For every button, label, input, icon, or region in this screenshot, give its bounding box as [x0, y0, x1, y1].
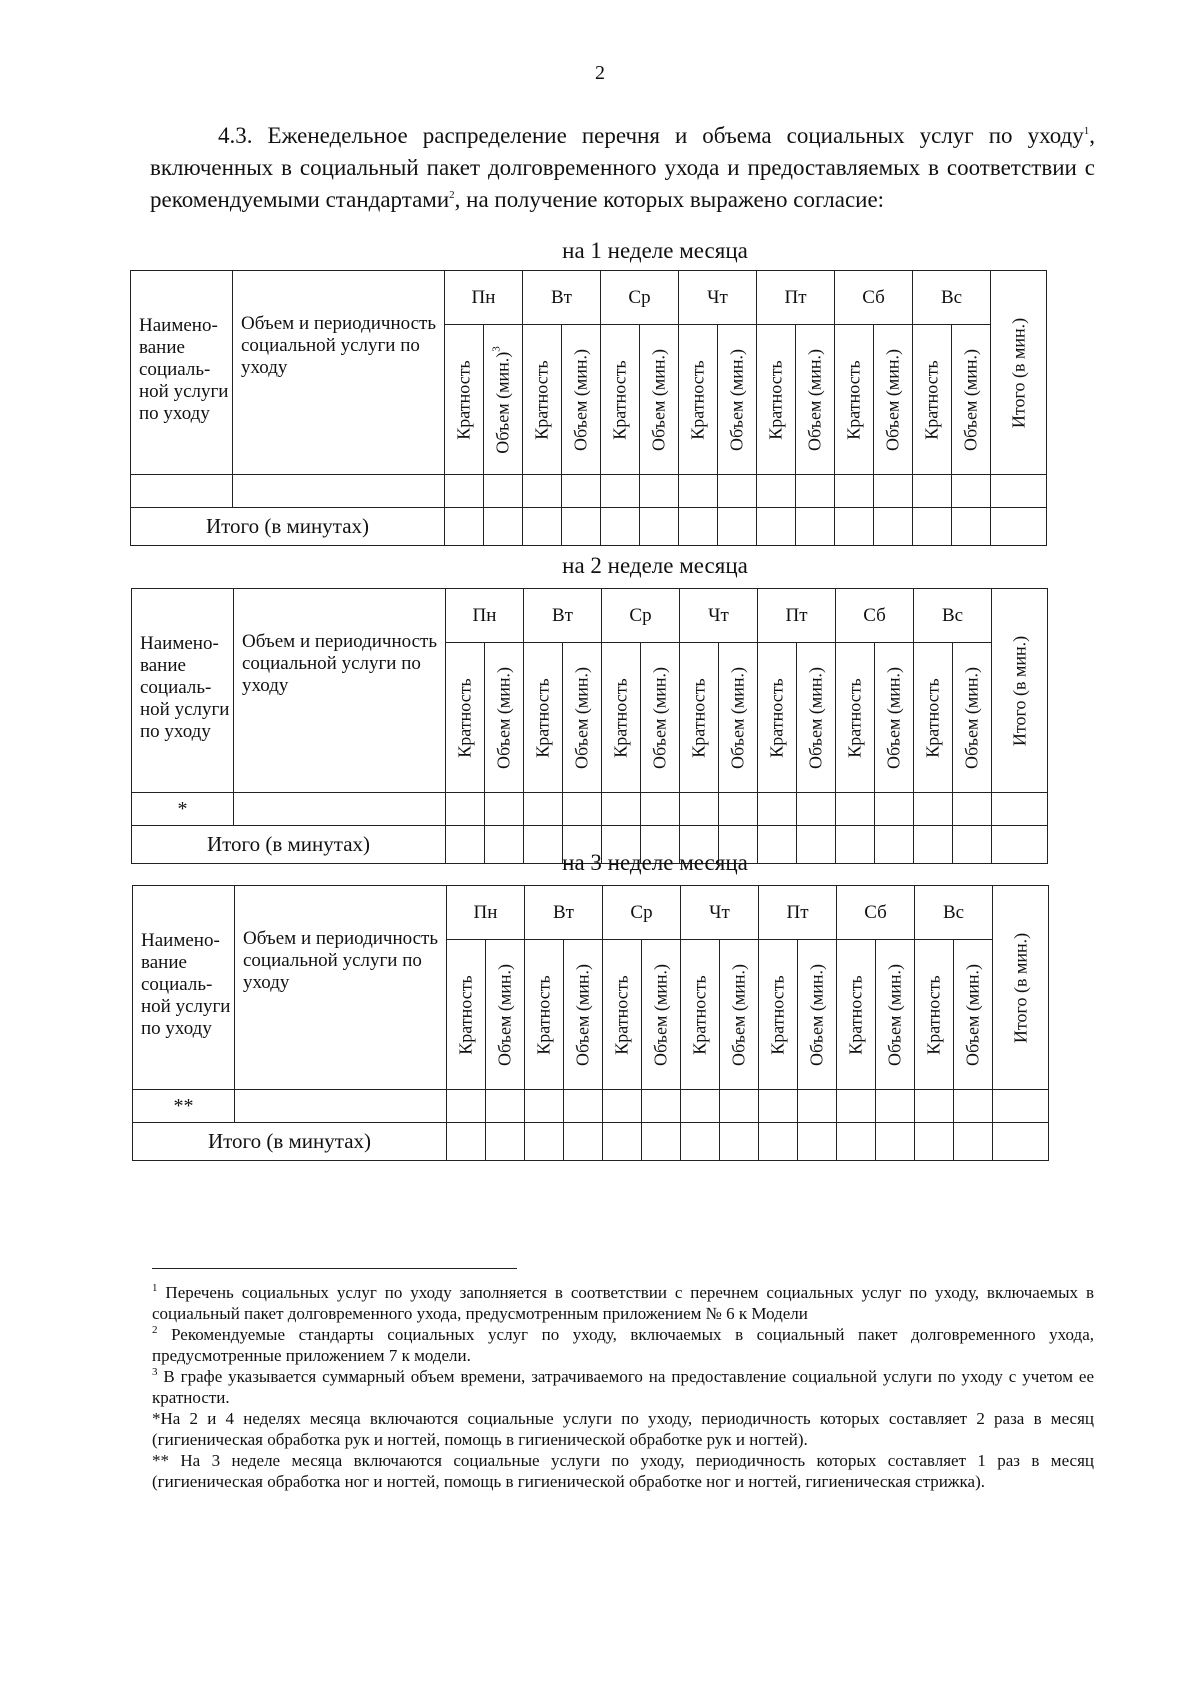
frequency-cell[interactable]: [758, 793, 797, 826]
frequency-label: Кратность: [455, 974, 476, 1055]
frequency-label: Кратность: [844, 677, 865, 758]
amount-minutes-header: [876, 940, 915, 1090]
frequency-cell[interactable]: [914, 793, 953, 826]
amount-cell[interactable]: [953, 793, 992, 826]
frequency-header: [447, 940, 486, 1090]
intro-footnote-ref-2: 2: [449, 189, 455, 201]
amount-cell[interactable]: [641, 793, 680, 826]
frequency-header: [679, 325, 718, 475]
frequency-cell[interactable]: [757, 475, 796, 508]
frequency-label: Кратность: [921, 359, 942, 440]
day-header: Чт: [679, 271, 757, 325]
frequency-header: [681, 940, 720, 1090]
amount-cell[interactable]: [564, 1090, 603, 1123]
day-header: Вс: [913, 271, 991, 325]
amount-minutes-label-wrap: [805, 348, 826, 450]
total-row-cell[interactable]: [445, 508, 484, 546]
amount-cell[interactable]: [874, 475, 913, 508]
amount-minutes-label-wrap: [806, 666, 827, 768]
total-row-cell[interactable]: [642, 1123, 681, 1161]
amount-minutes-label: Объем (мин.): [804, 348, 825, 451]
amount-minutes-label-wrap: [962, 666, 983, 768]
total-row-cell[interactable]: [876, 1123, 915, 1161]
frequency-header: [913, 325, 952, 475]
amount-cell[interactable]: [719, 793, 758, 826]
frequency-header: [446, 643, 485, 793]
frequency-header: [835, 325, 874, 475]
amount-minutes-label-wrap: [728, 666, 749, 768]
amount-minutes-label: Объем (мин.): [882, 348, 903, 451]
frequency-header: [445, 325, 484, 475]
amount-minutes-label-wrap: [649, 348, 670, 450]
frequency-header: [758, 643, 797, 793]
frequency-header: [680, 643, 719, 793]
amount-minutes-label-wrap: [494, 666, 515, 768]
frequency-label: Кратность: [610, 677, 631, 758]
amount-cell[interactable]: [798, 1090, 837, 1123]
amount-minutes-header: [485, 643, 524, 793]
total-row-cell[interactable]: [954, 1123, 993, 1161]
intro-text-3: , на получение которых выражено согласие:: [454, 187, 885, 212]
amount-minutes-label-wrap: [729, 963, 750, 1065]
total-row-cell[interactable]: [679, 508, 718, 546]
frequency-header: [523, 325, 562, 475]
frequency-cell[interactable]: [446, 793, 485, 826]
frequency-label: Кратность: [767, 974, 788, 1055]
total-row-cell[interactable]: [837, 1123, 876, 1161]
total-minutes-label: Итого (в мин.): [1010, 932, 1030, 1043]
amount-minutes-label: Объем (мин.): [650, 963, 671, 1066]
amount-minutes-label-wrap: [884, 666, 905, 768]
care-schedule-table: [130, 270, 1047, 546]
day-header: Вт: [524, 589, 602, 643]
amount-minutes-label-wrap: [650, 666, 671, 768]
amount-minutes-header: [640, 325, 679, 475]
amount-minutes-header: [720, 940, 759, 1090]
frequency-header: [915, 940, 954, 1090]
footnotes: [152, 1282, 1094, 1492]
frequency-header: [757, 325, 796, 475]
amount-minutes-label: Объем (мин.): [494, 963, 515, 1066]
week-title: на 2 неделе месяца: [562, 553, 748, 578]
frequency-cell[interactable]: [835, 475, 874, 508]
intro-paragraph: [150, 120, 1095, 216]
day-header: Вт: [523, 271, 601, 325]
total-row-cell[interactable]: [525, 1123, 564, 1161]
amount-minutes-label: Объем (мин.): [570, 348, 591, 451]
total-minutes-header: [991, 271, 1047, 475]
amount-minutes-header: [953, 643, 992, 793]
day-header: Чт: [680, 589, 758, 643]
volume-frequency-cell[interactable]: [234, 793, 446, 826]
amount-cell[interactable]: [718, 475, 757, 508]
footnote-text: *На 2 и 4 неделях месяца включаются социальные услуги по уходу, периодичность которых составляет 2 раза в месяц (гигиеническая обработка рук и ногтей, помощь в гигиенической обработке рук и ногтей).: [152, 1409, 1094, 1449]
amount-cell[interactable]: [563, 793, 602, 826]
amount-minutes-header: [719, 643, 758, 793]
frequency-header: [602, 643, 641, 793]
amount-minutes-header: [797, 643, 836, 793]
total-row-cell[interactable]: [564, 1123, 603, 1161]
day-header: Ср: [602, 589, 680, 643]
frequency-cell[interactable]: [602, 793, 641, 826]
amount-minutes-label: Объем (мин.): [649, 666, 670, 769]
amount-minutes-header: [641, 643, 680, 793]
total-row-label: Итого (в минутах): [132, 826, 446, 864]
footnote: [152, 1450, 1094, 1492]
total-row-cell[interactable]: [798, 1123, 837, 1161]
footnote-text: ** На 3 неделе месяца включаются социальные услуги по уходу, периодичность которых составляет 1 раз в месяц (гигиеническая обработка ног и ногтей, помощь в гигиенической обработке ног и ногтей, гигиеническая стрижка).: [152, 1451, 1094, 1491]
amount-minutes-header: [484, 325, 523, 475]
total-row-cell[interactable]: [796, 508, 835, 546]
frequency-cell[interactable]: [759, 1090, 798, 1123]
amount-minutes-label: Объем (мин.): [884, 963, 905, 1066]
week-title: на 3 неделе месяца: [562, 850, 748, 875]
service-name-header: Наимено-вание социаль-ной услуги по уходу: [131, 271, 233, 475]
day-header: Пт: [759, 886, 837, 940]
amount-minutes-label-wrap: [727, 348, 748, 450]
frequency-label: Кратность: [611, 974, 632, 1055]
amount-minutes-label: Объем (мин.): [492, 351, 513, 454]
amount-minutes-label: Объем (мин.): [962, 963, 983, 1066]
amount-minutes-label-wrap: [963, 963, 984, 1065]
intro-text: 4.3. Еженедельное распределение перечня и объема социальных услуг по уходу: [218, 123, 1084, 148]
volume-frequency-cell[interactable]: [235, 1090, 447, 1123]
day-header: Вт: [525, 886, 603, 940]
amount-minutes-label-wrap: [495, 963, 516, 1065]
amount-minutes-header: [875, 643, 914, 793]
amount-cell[interactable]: [642, 1090, 681, 1123]
footnote-number: 3: [152, 1366, 158, 1378]
intro-footnote-ref-1: 1: [1083, 125, 1090, 137]
frequency-label: Кратность: [609, 359, 630, 440]
day-header: Сб: [836, 589, 914, 643]
frequency-cell[interactable]: [836, 793, 875, 826]
volume-frequency-cell[interactable]: [233, 475, 445, 508]
frequency-header: [524, 643, 563, 793]
total-row-cell[interactable]: [447, 1123, 486, 1161]
total-row-cell[interactable]: [874, 508, 913, 546]
amount-minutes-label: Объем (мин.): [961, 666, 982, 769]
amount-cell[interactable]: [486, 1090, 525, 1123]
amount-minutes-header: [642, 940, 681, 1090]
amount-minutes-label: Объем (мин.): [805, 666, 826, 769]
total-row-cell[interactable]: [993, 1123, 1049, 1161]
total-cell[interactable]: [993, 1090, 1049, 1123]
total-row-cell[interactable]: [991, 508, 1047, 546]
total-cell[interactable]: [991, 475, 1047, 508]
frequency-cell[interactable]: [523, 475, 562, 508]
page-number: 2: [595, 62, 605, 84]
amount-minutes-header: [564, 940, 603, 1090]
frequency-cell[interactable]: [681, 1090, 720, 1123]
service-name-cell[interactable]: **: [133, 1090, 235, 1123]
frequency-cell[interactable]: [603, 1090, 642, 1123]
service-name-header: Наимено-вание социаль-ной услуги по уходу: [133, 886, 235, 1090]
total-row-cell[interactable]: [913, 508, 952, 546]
total-minutes-header: [992, 589, 1048, 793]
amount-cell[interactable]: [796, 475, 835, 508]
frequency-cell[interactable]: [680, 793, 719, 826]
amount-cell[interactable]: [797, 793, 836, 826]
amount-cell[interactable]: [562, 475, 601, 508]
frequency-cell[interactable]: [447, 1090, 486, 1123]
frequency-label: Кратность: [689, 974, 710, 1055]
day-header: Чт: [681, 886, 759, 940]
amount-minutes-label-wrap: [572, 666, 593, 768]
frequency-header: [914, 643, 953, 793]
service-name-header: Наимено-вание социаль-ной услуги по уходу: [132, 589, 234, 793]
amount-minutes-label-wrap: [807, 963, 828, 1065]
amount-cell[interactable]: [875, 793, 914, 826]
total-row-cell[interactable]: [601, 508, 640, 546]
frequency-label: Кратность: [687, 359, 708, 440]
frequency-label: Кратность: [766, 677, 787, 758]
frequency-label: Кратность: [533, 974, 554, 1055]
frequency-cell[interactable]: [601, 475, 640, 508]
amount-footnote-ref: 3: [490, 345, 503, 352]
amount-cell[interactable]: [640, 475, 679, 508]
amount-minutes-label: Объем (мин.): [806, 963, 827, 1066]
total-minutes-header: [993, 886, 1049, 1090]
footnote-separator: [152, 1268, 517, 1269]
total-row-cell[interactable]: [915, 1123, 954, 1161]
total-cell[interactable]: [992, 793, 1048, 826]
amount-minutes-header: [796, 325, 835, 475]
amount-minutes-header: [563, 643, 602, 793]
day-header: Сб: [835, 271, 913, 325]
amount-minutes-header: [486, 940, 525, 1090]
frequency-header: [603, 940, 642, 1090]
total-row-cell[interactable]: [718, 508, 757, 546]
frequency-cell[interactable]: [679, 475, 718, 508]
frequency-label: Кратность: [845, 974, 866, 1055]
footnote: [152, 1408, 1094, 1450]
total-row-cell[interactable]: [640, 508, 679, 546]
day-header: Пт: [758, 589, 836, 643]
frequency-label: Кратность: [765, 359, 786, 440]
total-row-cell[interactable]: [757, 508, 796, 546]
amount-cell[interactable]: [484, 475, 523, 508]
service-name-cell[interactable]: *: [132, 793, 234, 826]
frequency-cell[interactable]: [525, 1090, 564, 1123]
frequency-label: Кратность: [923, 974, 944, 1055]
footnote-number: 2: [152, 1324, 158, 1336]
amount-minutes-label-wrap: [571, 348, 592, 450]
care-schedule-table: [131, 588, 1048, 864]
amount-minutes-label-wrap: [490, 345, 514, 454]
total-row-label: Итого (в минутах): [131, 508, 445, 546]
amount-minutes-header: [952, 325, 991, 475]
frequency-header: [525, 940, 564, 1090]
day-header: Сб: [837, 886, 915, 940]
amount-cell[interactable]: [952, 475, 991, 508]
care-schedule-table: [132, 885, 1049, 1161]
amount-minutes-label: Объем (мин.): [728, 963, 749, 1066]
day-header: Пн: [446, 589, 524, 643]
frequency-cell[interactable]: [913, 475, 952, 508]
frequency-label: Кратность: [532, 677, 553, 758]
total-row-cell[interactable]: [523, 508, 562, 546]
volume-frequency-header: Объем и периодичность социальной услуги по уходу: [234, 589, 446, 793]
amount-minutes-header: [954, 940, 993, 1090]
volume-frequency-header: Объем и периодичность социальной услуги по уходу: [235, 886, 447, 1090]
frequency-label: Кратность: [531, 359, 552, 440]
total-row-cell[interactable]: [952, 508, 991, 546]
total-row-cell[interactable]: [486, 1123, 525, 1161]
frequency-cell[interactable]: [445, 475, 484, 508]
intro-text-2: , включенных в социальный пакет долговременного ухода и предоставляемых в соответствии с рекомендуемыми стандартами: [150, 123, 1095, 212]
day-header: Ср: [603, 886, 681, 940]
footnote-text: В графе указывается суммарный объем времени, затрачиваемого на предоставление социальной услуги по уходу с учетом ее кратности.: [152, 1367, 1094, 1407]
week-title: на 1 неделе месяца: [562, 238, 748, 263]
total-row-label: Итого (в минутах): [133, 1123, 447, 1161]
day-header: Пн: [447, 886, 525, 940]
day-header: Ср: [601, 271, 679, 325]
amount-minutes-header: [874, 325, 913, 475]
volume-frequency-header: Объем и периодичность социальной услуги по уходу: [233, 271, 445, 475]
service-name-cell[interactable]: [131, 475, 233, 508]
frequency-cell[interactable]: [524, 793, 563, 826]
frequency-cell[interactable]: [915, 1090, 954, 1123]
amount-minutes-label: Объем (мин.): [648, 348, 669, 451]
footnote-number: 1: [152, 1282, 158, 1294]
amount-minutes-label: Объем (мин.): [960, 348, 981, 451]
amount-minutes-label-wrap: [883, 348, 904, 450]
amount-minutes-label-wrap: [961, 348, 982, 450]
frequency-cell[interactable]: [837, 1090, 876, 1123]
amount-minutes-label: Объем (мин.): [572, 963, 593, 1066]
day-header: Пн: [445, 271, 523, 325]
amount-minutes-label-wrap: [573, 963, 594, 1065]
frequency-label: Кратность: [922, 677, 943, 758]
amount-cell[interactable]: [720, 1090, 759, 1123]
total-row-cell[interactable]: [835, 508, 874, 546]
total-minutes-label: Итого (в мин.): [1009, 635, 1029, 746]
footnote: [152, 1324, 1094, 1366]
amount-cell[interactable]: [485, 793, 524, 826]
amount-minutes-header: [562, 325, 601, 475]
total-row-cell[interactable]: [562, 508, 601, 546]
total-row-cell[interactable]: [759, 1123, 798, 1161]
amount-minutes-label: Объем (мин.): [726, 348, 747, 451]
amount-minutes-label-wrap: [651, 963, 672, 1065]
footnote: [152, 1366, 1094, 1408]
total-row-cell[interactable]: [603, 1123, 642, 1161]
frequency-header: [837, 940, 876, 1090]
amount-minutes-label: Объем (мин.): [883, 666, 904, 769]
frequency-label: Кратность: [843, 359, 864, 440]
amount-minutes-label: Объем (мин.): [493, 666, 514, 769]
total-row-cell[interactable]: [681, 1123, 720, 1161]
amount-minutes-header: [798, 940, 837, 1090]
frequency-label: Кратность: [454, 677, 475, 758]
total-minutes-label: Итого (в мин.): [1008, 317, 1028, 428]
frequency-header: [759, 940, 798, 1090]
total-row-cell[interactable]: [720, 1123, 759, 1161]
frequency-label: Кратность: [688, 677, 709, 758]
footnote-text: Рекомендуемые стандарты социальных услуг по уходу, включаемых в социальный пакет долговременного ухода, предусмотренные приложением 7 к модели.: [152, 1325, 1094, 1365]
amount-minutes-label: Объем (мин.): [727, 666, 748, 769]
day-header: Вс: [914, 589, 992, 643]
footnote: [152, 1282, 1094, 1324]
day-header: Пт: [757, 271, 835, 325]
frequency-header: [601, 325, 640, 475]
amount-minutes-label-wrap: [885, 963, 906, 1065]
footnote-text: Перечень социальных услуг по уходу заполняется в соответствии с перечнем социальных услуг по уходу, включаемых в социальный пакет долговременного ухода, предусмотренным приложением № 6 к Модели: [152, 1283, 1094, 1323]
amount-cell[interactable]: [876, 1090, 915, 1123]
frequency-header: [836, 643, 875, 793]
amount-cell[interactable]: [954, 1090, 993, 1123]
amount-minutes-header: [718, 325, 757, 475]
total-row-cell[interactable]: [484, 508, 523, 546]
day-header: Вс: [915, 886, 993, 940]
frequency-label: Кратность: [453, 359, 474, 440]
amount-minutes-label: Объем (мин.): [571, 666, 592, 769]
